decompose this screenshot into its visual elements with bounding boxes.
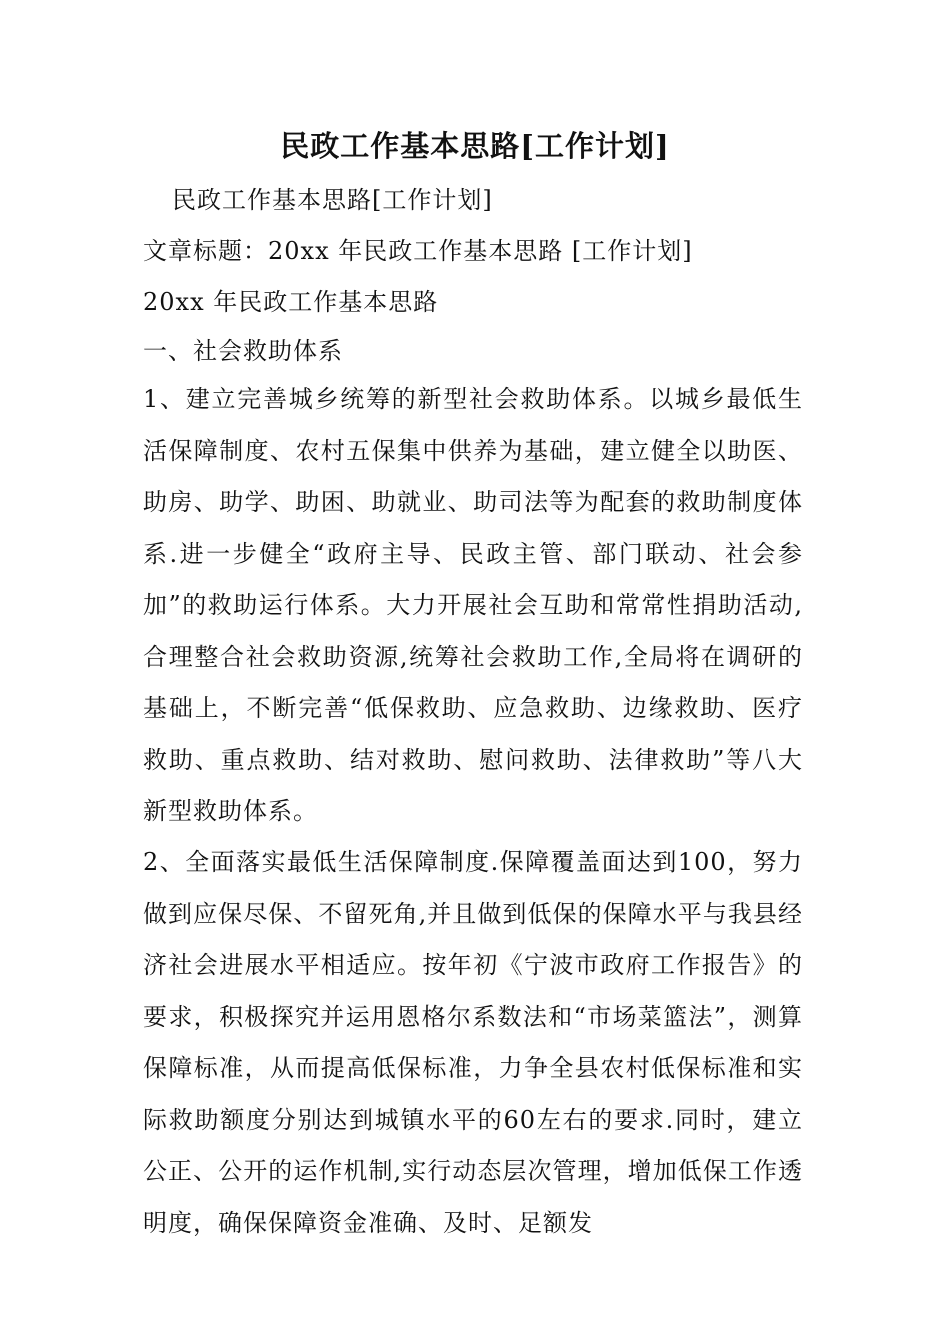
year-heading: 20xx 年民政工作基本思路 bbox=[143, 288, 439, 316]
paragraph-2: 2、全面落实最低生活保障制度.保障覆盖面达到100，努力做到应保尽保、不留死角,并且做到低保的保障水平与我县经济社会进展水平相适应。按年初《宁波市政府工作报告》的要求，积极探究并运用恩格尔系数法和“市场菜篮法”，测算保障标准，从而提高低保标准，力争全县农村低保标准和实际救助额度分别达到城镇水平的60左右的要求.同时，建立公正、公开的运作机制,实行动态层次管理，增加低保工作透明度，确保保障资金准确、及时、足额发 bbox=[143, 848, 803, 1237]
paragraph-1: 1、建立完善城乡统筹的新型社会救助体系。以城乡最低生活保障制度、农村五保集中供养为基础，建立健全以助医、助房、助学、助困、助就业、助司法等为配套的救助制度体系.进一步健全“政府主导、民政主管、部门联动、社会参加”的救助运行体系。大力开展社会互助和常常性捐助活动,合理整合社会救助资源,统筹社会救助工作,全局将在调研的基础上，不断完善“低保救助、应急救助、边缘救助、医疗救助、重点救助、结对救助、慰问救助、法律救助”等八大新型救助体系。 bbox=[143, 385, 803, 825]
document-title: 民政工作基本思路[工作计划] bbox=[280, 129, 670, 163]
document-subtitle: 民政工作基本思路[工作计划] bbox=[172, 186, 493, 214]
section-heading: 一、社会救助体系 bbox=[143, 337, 343, 365]
article-title-line: 文章标题：20xx 年民政工作基本思路 [工作计划] bbox=[143, 237, 693, 265]
